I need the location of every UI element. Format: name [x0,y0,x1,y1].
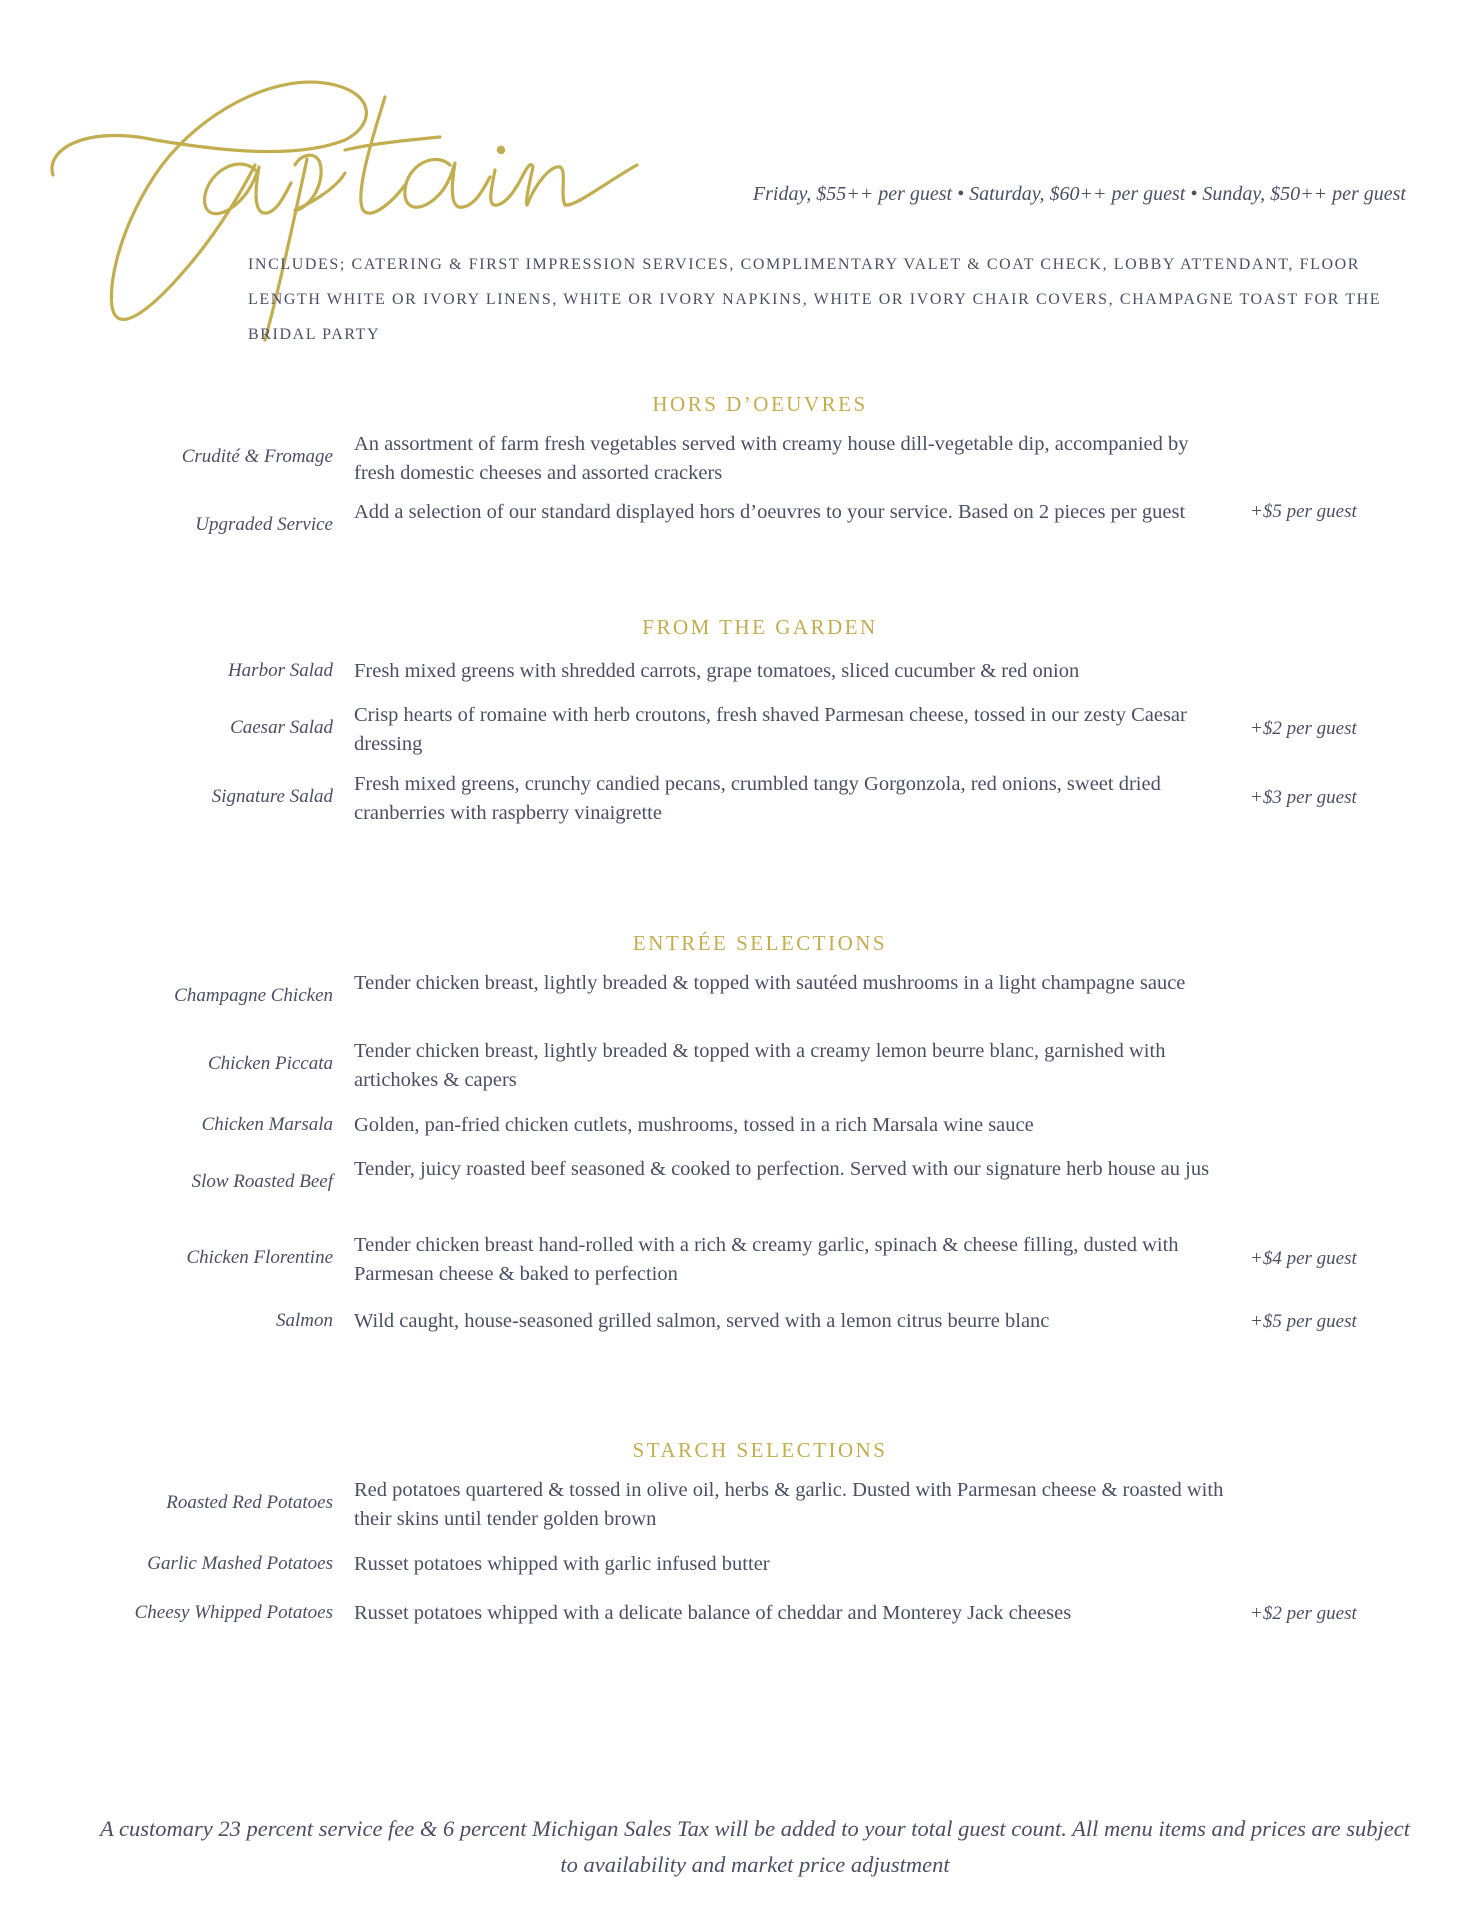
menu-item-description: Russet potatoes whipped with a delicate balance of cheddar and Monterey Jack cheeses [354,1602,1072,1624]
menu-item-description: Red potatoes quartered & tossed in olive oil, herbs & garlic. Dusted with Parmesan cheese & roasted with their skins until tender golden brown [354,1479,1224,1530]
section-title-starch-selections: STARCH SELECTIONS [632,1438,888,1462]
menu-item-name: Caesar Salad [230,717,333,738]
menu-item-description: Tender chicken breast, lightly breaded & topped with a creamy lemon beurre blanc, garnished with artichokes & capers [354,1040,1166,1091]
menu-item-name: Chicken Piccata [207,1053,333,1074]
menu-item-name: Cheesy Whipped Potatoes [134,1602,333,1623]
menu-item-price: +$5 per guest [1250,501,1357,522]
menu-item-description: Wild caught, house-seasoned grilled salmon, served with a lemon citrus beurre blanc [354,1310,1050,1332]
menu-item-name: Roasted Red Potatoes [166,1492,333,1513]
menu-item-description: Russet potatoes whipped with garlic infused butter [354,1553,770,1575]
menu-item-name: Chicken Marsala [201,1114,333,1135]
menu-item-price: +$2 per guest [1250,718,1357,739]
section-title-hors-doeuvres: HORS D’OEUVRES [652,392,868,416]
menu-item-name: Slow Roasted Beef [191,1171,333,1192]
menu-item-description: An assortment of farm fresh vegetables served with creamy house dill-vegetable dip, accompanied by fresh domestic cheeses and assorted crackers [354,433,1189,484]
menu-item-name: Crudité & Fromage [181,446,333,467]
menu-item-name: Garlic Mashed Potatoes [147,1553,333,1574]
menu-item-description: Tender, juicy roasted beef seasoned & cooked to perfection. Served with our signature herb house au jus [354,1158,1210,1180]
menu-item-name: Upgraded Service [195,514,333,535]
menu-item-description: Fresh mixed greens with shredded carrots, grape tomatoes, sliced cucumber & red onion [354,660,1080,682]
menu-item-price: +$3 per guest [1250,787,1357,808]
menu-item-description: Tender chicken breast, lightly breaded & topped with sautéed mushrooms in a light champagne sauce [354,972,1186,994]
menu-item-name: Salmon [276,1310,333,1331]
section-title-entree-selections: ENTRÉE SELECTIONS [632,931,888,955]
menu-item-name: Champagne Chicken [174,985,333,1006]
menu-item-price: +$5 per guest [1250,1311,1357,1332]
menu-item-name: Signature Salad [211,786,333,807]
menu-item-price: +$4 per guest [1250,1248,1357,1269]
menu-item-name: Harbor Salad [227,660,333,681]
menu-item-name: Chicken Florentine [186,1247,333,1268]
menu-item-description: Add a selection of our standard displayed hors d’oeuvres to your service. Based on 2 pieces per guest [354,501,1186,523]
pricing-line: Friday, $55++ per guest • Saturday, $60++ per guest • Sunday, $50++ per guest [752,183,1406,205]
menu-item-description: Crisp hearts of romaine with herb croutons, fresh shaved Parmesan cheese, tossed in our zesty Caesar dressing [354,704,1187,755]
menu-item-description: Golden, pan-fried chicken cutlets, mushrooms, tossed in a rich Marsala wine sauce [354,1114,1034,1136]
footer-note: A customary 23 percent service fee & 6 percent Michigan Sales Tax will be added to your total guest count. All menu items and prices are subject to availability and market price adjustment [100,1816,1410,1877]
menu-item-description: Fresh mixed greens, crunchy candied pecans, crumbled tangy Gorgonzola, red onions, sweet dried cranberries with raspberry vinaigrette [354,773,1161,824]
menu-item-price: +$2 per guest [1250,1603,1357,1624]
includes-text: INCLUDES; CATERING & FIRST IMPRESSION SERVICES, COMPLIMENTARY VALET & COAT CHECK, LOBBY ATTENDANT, FLOOR LENGTH WHITE OR IVORY LINENS, WHITE OR IVORY NAPKINS, WHITE OR IVORY CHAIR COVERS, CHAMPAGNE TOAST FOR THE BRIDAL PARTY [248,256,1382,343]
menu-item-description: Tender chicken breast hand-rolled with a rich & creamy garlic, spinach & cheese filling, dusted with Parmesan cheese & baked to perfection [354,1234,1179,1285]
section-title-from-the-garden: FROM THE GARDEN [642,615,878,639]
